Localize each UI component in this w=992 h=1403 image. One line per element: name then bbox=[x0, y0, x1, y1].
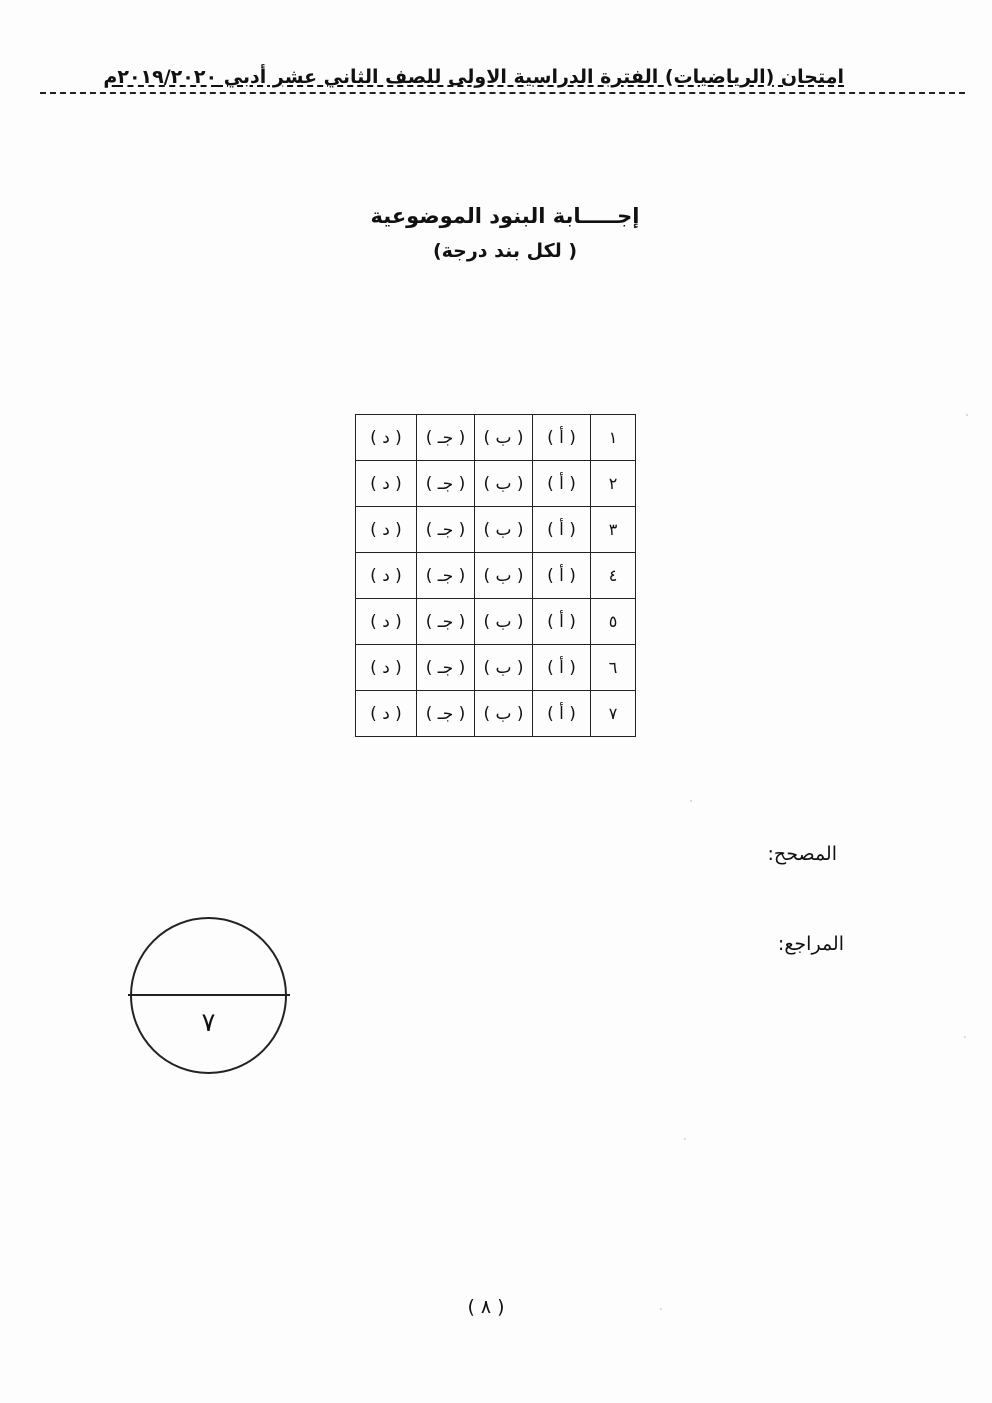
answer-option[interactable]: ( د ) bbox=[356, 599, 417, 645]
exam-header-title: امتحان (الرياضيات) الفترة الدراسية الاولى للصف الثاني عشر أدبي ٢٠١٩/٢٠٢٠م bbox=[103, 66, 844, 88]
answer-grid bbox=[355, 414, 636, 737]
answer-row bbox=[356, 691, 636, 737]
answer-option[interactable]: ( ب ) bbox=[475, 645, 533, 691]
answer-option[interactable]: ( د ) bbox=[356, 691, 417, 737]
answer-row bbox=[356, 507, 636, 553]
answer-option[interactable]: ( ب ) bbox=[475, 553, 533, 599]
question-number: ٣ bbox=[591, 507, 636, 553]
answer-option[interactable]: ( ب ) bbox=[475, 691, 533, 737]
scan-speck bbox=[660, 1308, 662, 1310]
score-divider bbox=[128, 994, 290, 996]
answer-option[interactable]: ( أ ) bbox=[533, 461, 591, 507]
answer-option[interactable]: ( أ ) bbox=[533, 691, 591, 737]
answer-option[interactable]: ( جـ ) bbox=[417, 691, 475, 737]
scan-speck bbox=[684, 1138, 686, 1140]
section-subtitle: ( لكل بند درجة) bbox=[432, 240, 578, 262]
question-number: ٦ bbox=[591, 645, 636, 691]
answer-option[interactable]: ( أ ) bbox=[533, 507, 591, 553]
answer-option[interactable]: ( ب ) bbox=[475, 415, 533, 461]
corrector-label: المصحح: bbox=[767, 843, 837, 865]
reviewer-label: المراجع: bbox=[777, 933, 844, 955]
answer-option[interactable]: ( جـ ) bbox=[417, 645, 475, 691]
answer-option[interactable]: ( د ) bbox=[356, 645, 417, 691]
question-number: ٢ bbox=[591, 461, 636, 507]
answer-option[interactable]: ( ب ) bbox=[475, 461, 533, 507]
answer-option[interactable]: ( جـ ) bbox=[417, 553, 475, 599]
answer-row bbox=[356, 599, 636, 645]
answer-option[interactable]: ( أ ) bbox=[533, 553, 591, 599]
answer-option[interactable]: ( جـ ) bbox=[417, 599, 475, 645]
page-number: ( ٨ ) bbox=[467, 1296, 505, 1318]
answer-option[interactable]: ( جـ ) bbox=[417, 461, 475, 507]
question-number: ٧ bbox=[591, 691, 636, 737]
scan-speck bbox=[964, 1036, 966, 1038]
answer-option[interactable]: ( د ) bbox=[356, 507, 417, 553]
section-title: إجـــــابة البنود الموضوعية bbox=[370, 204, 640, 228]
answer-row bbox=[356, 553, 636, 599]
question-number: ٥ bbox=[591, 599, 636, 645]
answer-option[interactable]: ( ب ) bbox=[475, 599, 533, 645]
scan-speck bbox=[690, 800, 692, 802]
answer-option[interactable]: ( د ) bbox=[356, 461, 417, 507]
answer-row bbox=[356, 415, 636, 461]
answer-row bbox=[356, 645, 636, 691]
answer-option[interactable]: ( أ ) bbox=[533, 599, 591, 645]
answer-row bbox=[356, 461, 636, 507]
answer-option[interactable]: ( أ ) bbox=[533, 415, 591, 461]
answer-option[interactable]: ( أ ) bbox=[533, 645, 591, 691]
question-number: ٤ bbox=[591, 553, 636, 599]
answer-option[interactable]: ( د ) bbox=[356, 415, 417, 461]
answer-option[interactable]: ( جـ ) bbox=[417, 507, 475, 553]
answer-option[interactable]: ( د ) bbox=[356, 553, 417, 599]
question-number: ١ bbox=[591, 415, 636, 461]
scan-speck bbox=[966, 414, 968, 416]
header-divider bbox=[40, 92, 965, 94]
answer-option[interactable]: ( جـ ) bbox=[417, 415, 475, 461]
answer-option[interactable]: ( ب ) bbox=[475, 507, 533, 553]
score-total: ٧ bbox=[201, 1008, 216, 1038]
